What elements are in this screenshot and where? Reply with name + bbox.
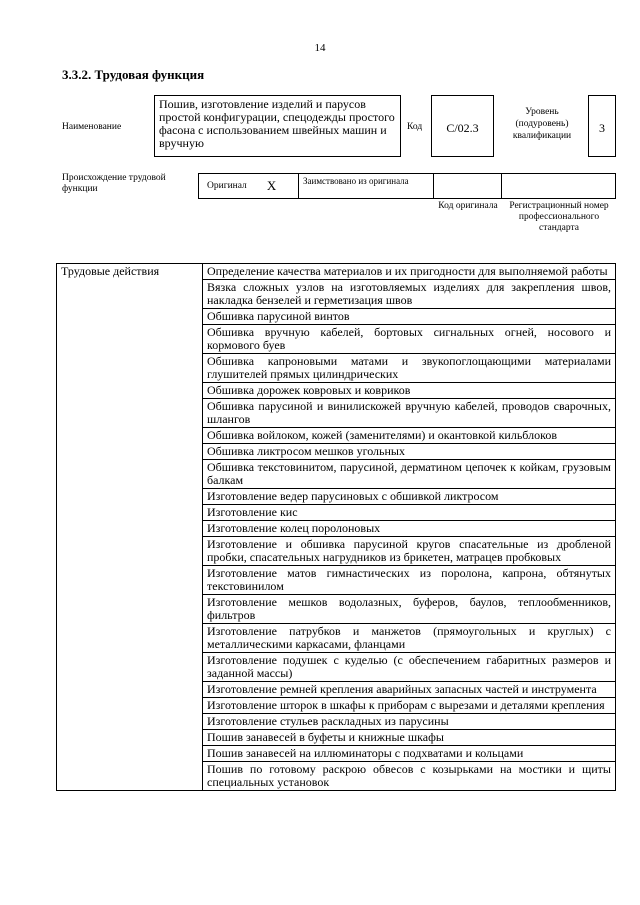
registration-number-cell	[502, 174, 615, 198]
labor-action-item: Обшивка войлоком, кожей (заменителями) и окантовкой кильблоков	[203, 428, 616, 444]
table-row	[57, 264, 616, 280]
labor-actions-table	[56, 263, 616, 791]
labor-action-item: Обшивка парусиной и винилискожей вручную кабелей, проводов сварочных, шлангов	[203, 399, 616, 428]
labor-action-item: Изготовление кис	[203, 505, 616, 521]
labor-action-item: Вязка сложных узлов на изготовляемых изделиях для закрепления швов, накладка бензелей и герметизация швов	[203, 280, 616, 309]
labor-action-item: Изготовление мешков водолазных, буферов, баулов, теплообменников, фильтров	[203, 595, 616, 624]
labor-action-item: Пошив по готовому раскрою обвесов с козырьками на мостики и щиты специальных установок	[203, 762, 616, 791]
labor-action-item: Изготовление колец поролоновых	[203, 521, 616, 537]
name-label: Наименование	[62, 122, 122, 132]
labor-action-item: Обшивка текстовинитом, парусиной, дерматином цепочек к койкам, грузовым балкам	[203, 460, 616, 489]
labor-action-item: Пошив занавесей в буфеты и книжные шкафы	[203, 730, 616, 746]
labor-action-item: Обшивка парусиной винтов	[203, 309, 616, 325]
labor-action-item: Обшивка ликтросом мешков угольных	[203, 444, 616, 460]
original-code-caption: Код оригинала	[438, 201, 498, 211]
function-name-box: Пошив, изготовление изделий и парусов простой конфигурации, спецодежды простого фасона с использованием швейных машин и вручную	[154, 95, 401, 157]
code-label: Код	[407, 122, 423, 132]
original-mark: X	[266, 178, 277, 193]
labor-action-item: Изготовление ремней крепления аварийных запасных частей и инструмента	[203, 682, 616, 698]
borrowed-cell: Заимствовано из оригинала	[299, 174, 434, 198]
origin-label: Происхождение трудовой функции	[62, 173, 166, 194]
labor-action-item: Изготовление матов гимнастических из поролона, капрона, обтянутых текстовинилом	[203, 566, 616, 595]
original-cell	[199, 174, 299, 198]
section-title: 3.3.2. Трудовая функция	[62, 67, 205, 82]
function-code-box: С/02.3	[431, 95, 494, 157]
page-number: 14	[314, 42, 326, 54]
labor-action-item: Обшивка дорожек ковровых и ковриков	[203, 383, 616, 399]
labor-action-item: Изготовление шторок в шкафы к приборам с вырезами и деталями крепления	[203, 698, 616, 714]
labor-action-item: Изготовление стульев раскладных из парусины	[203, 714, 616, 730]
labor-action-item: Определение качества материалов и их пригодности для выполняемой работы	[203, 264, 616, 280]
labor-action-item: Обшивка вручную кабелей, бортовых сигнальных огней, носового и кормового буев	[203, 325, 616, 354]
qualification-level-label: Уровень (подуровень) квалификации	[512, 107, 572, 141]
original-code-cell	[434, 174, 502, 198]
labor-action-item: Изготовление патрубков и манжетов (прямоугольных и круглых) с металлическими каркасами, фланцами	[203, 624, 616, 653]
labor-action-item: Изготовление ведер парусиновых с обшивкой ликтросом	[203, 489, 616, 505]
labor-actions-label: Трудовые действия	[57, 264, 203, 791]
labor-action-item: Обшивка капроновыми матами и звукопоглощающими материалами глушителей прямых цилиндрических	[203, 354, 616, 383]
labor-action-item: Пошив занавесей на иллюминаторы с подхватами и кольцами	[203, 746, 616, 762]
registration-number-caption: Регистрационный номер профессионального стандарта	[509, 201, 609, 233]
origin-row	[198, 173, 616, 199]
labor-action-item: Изготовление и обшивка парусиной кругов спасательные из дробленой пробки, спасательных нагрудников из брикетен, матрацев пробковых	[203, 537, 616, 566]
labor-action-item: Изготовление подушек с куделью (с обеспечением габаритных размеров и заданной массы)	[203, 653, 616, 682]
qualification-level-box: 3	[588, 95, 616, 157]
original-label: Оригинал	[207, 181, 247, 191]
